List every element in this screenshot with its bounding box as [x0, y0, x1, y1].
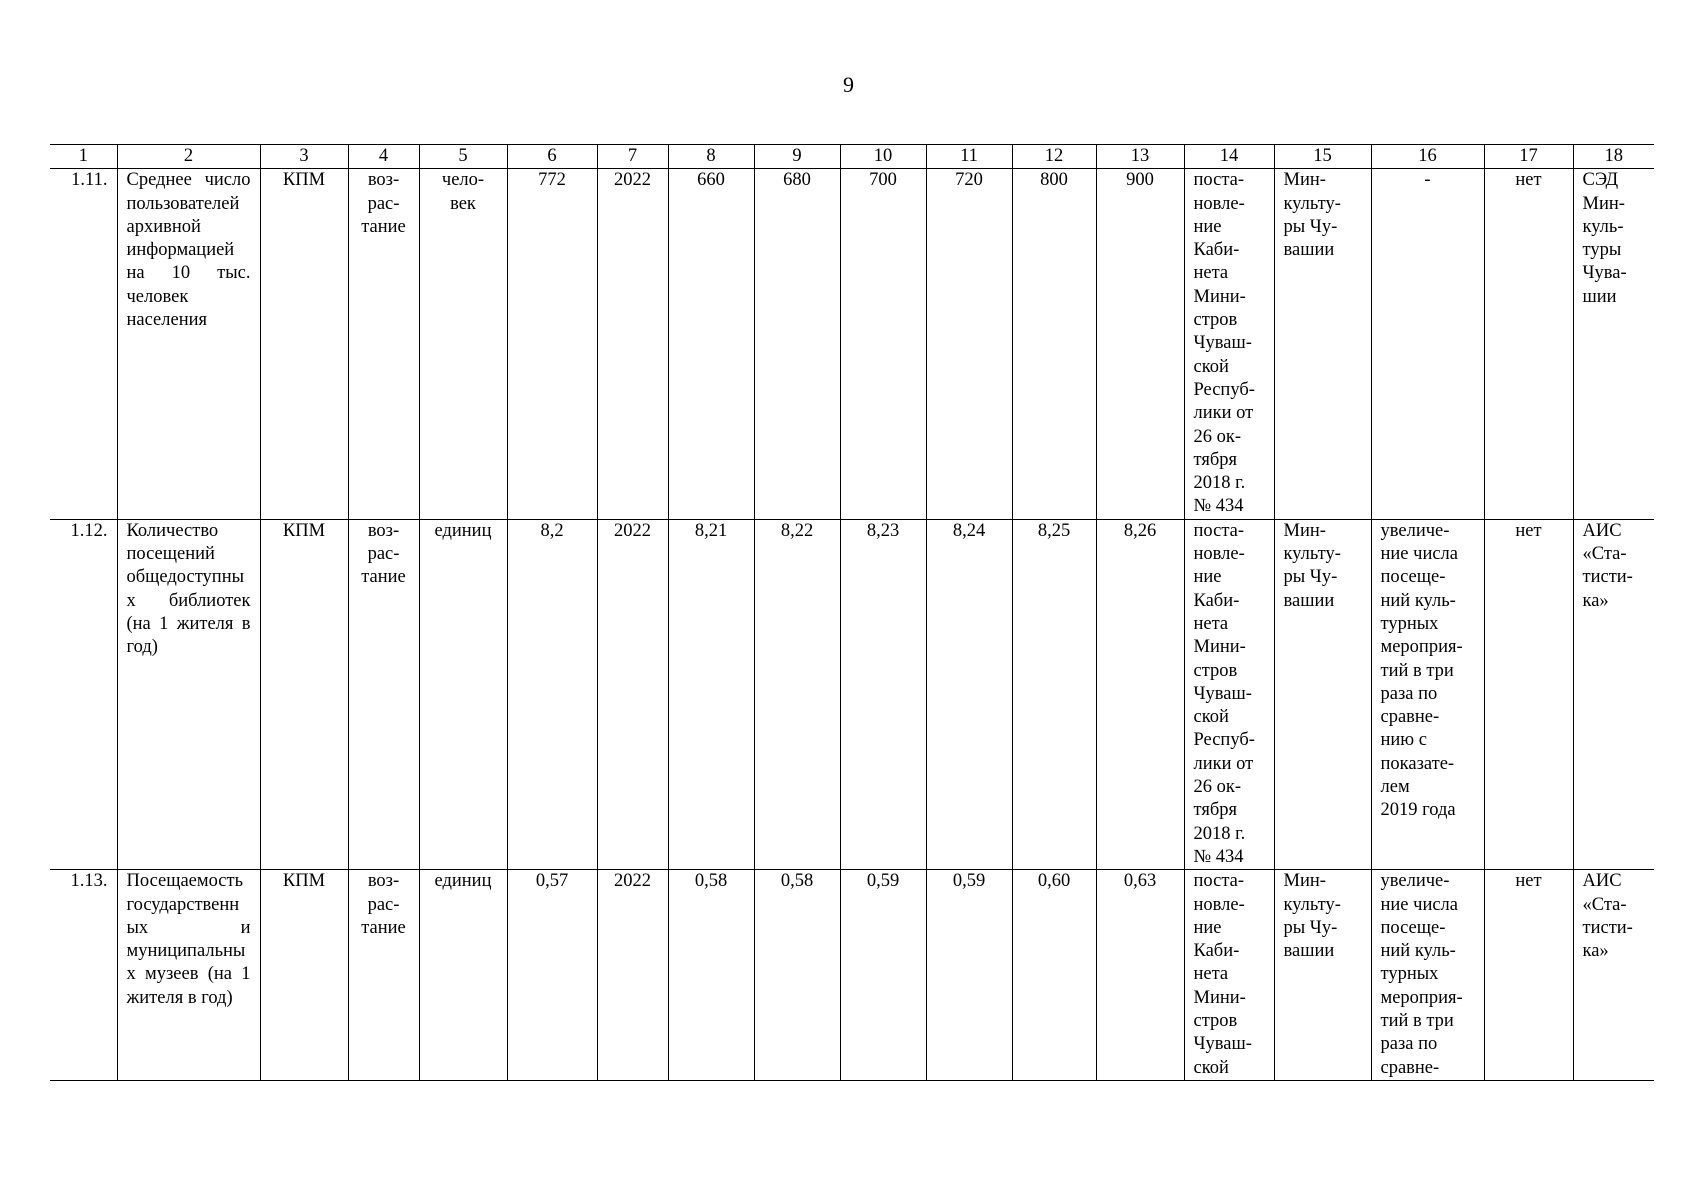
column-header: 6: [507, 145, 597, 169]
value-col-11: 0,59: [926, 870, 1012, 1081]
indicator-direction: воз- рас- тание: [348, 870, 419, 1081]
value-col-12: 800: [1012, 169, 1096, 519]
value-col-13: 8,26: [1096, 519, 1184, 869]
flag: нет: [1484, 169, 1573, 519]
column-header: 1: [50, 145, 117, 169]
value-col-9: 8,22: [754, 519, 840, 869]
indicator-name: Количество посещений общедоступных библиотек (на 1 жителя в год): [117, 519, 260, 869]
column-header: 17: [1484, 145, 1573, 169]
page-number: 9: [843, 72, 854, 97]
info-system: СЭД Мин- куль- туры Чува- шии: [1573, 169, 1654, 519]
column-header: 9: [754, 145, 840, 169]
responsible-body: Мин- культу- ры Чу- вашии: [1274, 870, 1371, 1081]
base-value: 772: [507, 169, 597, 519]
value-col-9: 680: [754, 169, 840, 519]
value-col-8: 8,21: [668, 519, 754, 869]
value-col-13: 0,63: [1096, 870, 1184, 1081]
info-system: АИС «Ста- тисти- ка»: [1573, 519, 1654, 869]
normative-document: поста- новле- ние Каби- нета Мини- стров Чуваш- ской Респуб- лики от 26 ок- тября 2018 г. № 434: [1184, 519, 1274, 869]
value-col-9: 0,58: [754, 870, 840, 1081]
table-row: [50, 169, 1654, 519]
indicator-name: Посещаемость государственных и муниципальных музеев (на 1 жителя в год): [117, 870, 260, 1081]
goal-relation: увеличе- ние числа посеще- ний куль- турных мероприя- тий в три раза по сравне-: [1371, 870, 1484, 1081]
indicator-direction: воз- рас- тание: [348, 169, 419, 519]
value-col-12: 0,60: [1012, 870, 1096, 1081]
responsible-body: Мин- культу- ры Чу- вашии: [1274, 519, 1371, 869]
goal-relation: увеличе- ние числа посеще- ний куль- турных мероприя- тий в три раза по сравне- нию с показате- лем 2019 года: [1371, 519, 1484, 869]
column-header: 4: [348, 145, 419, 169]
indicator-name: Среднее число пользователей архивной информацией на 10 тыс. человек населения: [117, 169, 260, 519]
column-header: 16: [1371, 145, 1484, 169]
normative-document: поста- новле- ние Каби- нета Мини- стров Чуваш- ской: [1184, 870, 1274, 1081]
value-col-11: 720: [926, 169, 1012, 519]
normative-document: поста- новле- ние Каби- нета Мини- стров Чуваш- ской Респуб- лики от 26 ок- тября 2018 г. № 434: [1184, 169, 1274, 519]
row-number: 1.12.: [50, 519, 117, 869]
indicator-table: [50, 144, 1654, 1081]
value-col-11: 8,24: [926, 519, 1012, 869]
value-col-10: 0,59: [840, 870, 926, 1081]
base-value: 8,2: [507, 519, 597, 869]
base-year: 2022: [597, 169, 668, 519]
value-col-8: 660: [668, 169, 754, 519]
unit: единиц: [419, 519, 507, 869]
info-system: АИС «Ста- тисти- ка»: [1573, 870, 1654, 1081]
table-row: [50, 870, 1654, 1081]
indicator-type: КПМ: [260, 870, 348, 1081]
base-year: 2022: [597, 870, 668, 1081]
flag: нет: [1484, 519, 1573, 869]
unit: единиц: [419, 870, 507, 1081]
goal-relation: -: [1371, 169, 1484, 519]
column-header: 10: [840, 145, 926, 169]
table-row: [50, 519, 1654, 869]
column-header: 12: [1012, 145, 1096, 169]
unit: чело- век: [419, 169, 507, 519]
column-header: 15: [1274, 145, 1371, 169]
value-col-13: 900: [1096, 169, 1184, 519]
column-header: 5: [419, 145, 507, 169]
base-value: 0,57: [507, 870, 597, 1081]
value-col-10: 8,23: [840, 519, 926, 869]
column-number-row: [50, 145, 1654, 169]
column-header: 3: [260, 145, 348, 169]
flag: нет: [1484, 870, 1573, 1081]
base-year: 2022: [597, 519, 668, 869]
column-header: 8: [668, 145, 754, 169]
value-col-8: 0,58: [668, 870, 754, 1081]
column-header: 14: [1184, 145, 1274, 169]
row-number: 1.11.: [50, 169, 117, 519]
value-col-12: 8,25: [1012, 519, 1096, 869]
indicator-direction: воз- рас- тание: [348, 519, 419, 869]
value-col-10: 700: [840, 169, 926, 519]
column-header: 18: [1573, 145, 1654, 169]
column-header: 2: [117, 145, 260, 169]
responsible-body: Мин- культу- ры Чу- вашии: [1274, 169, 1371, 519]
column-header: 11: [926, 145, 1012, 169]
indicator-type: КПМ: [260, 519, 348, 869]
indicator-type: КПМ: [260, 169, 348, 519]
row-number: 1.13.: [50, 870, 117, 1081]
column-header: 7: [597, 145, 668, 169]
column-header: 13: [1096, 145, 1184, 169]
